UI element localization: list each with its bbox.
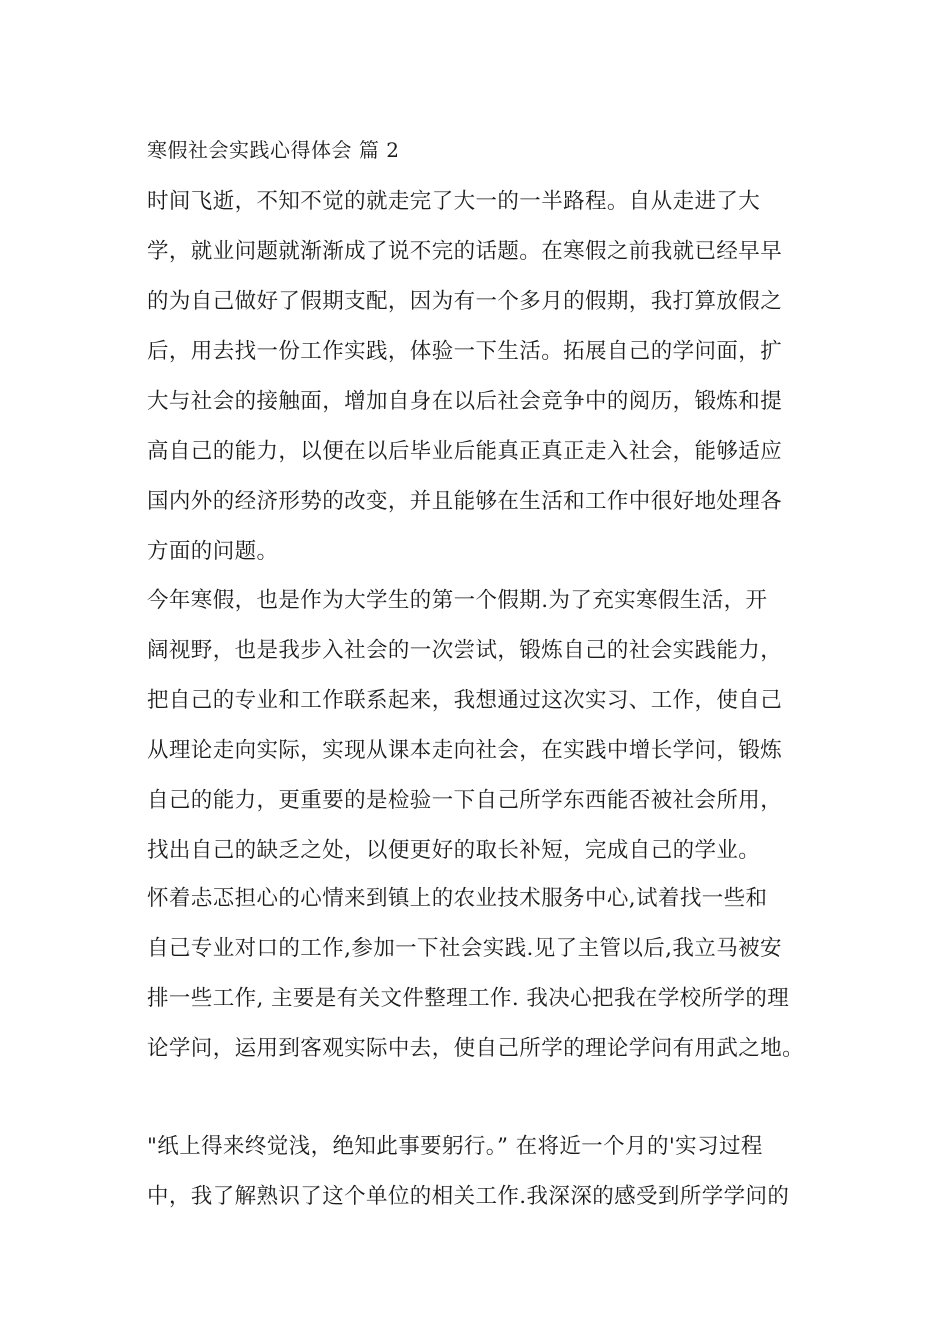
text-line: 时间飞逝，不知不觉的就走完了大一的一半路程。自从走进了大: [147, 189, 761, 214]
text-line: 中，我了解熟识了这个单位的相关工作.我深深的感受到所学学问的: [147, 1184, 790, 1209]
document-title: 寒假社会实践心得体会 篇 2: [147, 138, 400, 162]
text-line: 方面的问题。: [147, 539, 279, 564]
paragraph-3: [147, 882, 817, 1082]
text-line: 自己专业对口的工作,参加一下社会实践.见了主管以后,我立马被安: [147, 936, 782, 961]
text-line: 论学问，运用到客观实际中去，使自己所学的理论学问有用武之地。: [147, 1036, 805, 1061]
text-line: 阔视野，也是我步入社会的一次尝试，锻炼自己的社会实践能力，: [147, 638, 783, 663]
text-line: 怀着忐忑担心的心情来到镇上的农业技术服务中心,试着找一些和: [147, 886, 768, 911]
text-line: 后，用去找一份工作实践，体验一下生活。拓展自己的学问面，扩: [147, 339, 783, 364]
text-line: 的为自己做好了假期支配，因为有一个多月的假期，我打算放假之: [147, 289, 783, 314]
text-line: 今年寒假，也是作为大学生的第一个假期.为了充实寒假生活，开: [147, 588, 768, 613]
text-line: 把自己的专业和工作联系起来，我想通过这次实习、工作，使自己: [147, 688, 783, 713]
text-line: 找出自己的缺乏之处，以便更好的取长补短，完成自己的学业。: [147, 838, 761, 863]
text-line: 大与社会的接触面，增加自身在以后社会竞争中的阅历，锻炼和提: [147, 389, 783, 414]
paragraph-1: [147, 185, 817, 585]
paragraph-4: [147, 1130, 817, 1230]
text-line: 自己的能力，更重要的是检验一下自己所学东西能否被社会所用，: [147, 788, 783, 813]
text-line: "纸上得来终觉浅，绝知此事要躬行。” 在将近一个月的'实习过程: [147, 1134, 763, 1159]
paragraph-2: [147, 584, 817, 884]
text-line: 学，就业问题就渐渐成了说不完的话题。在寒假之前我就已经早早: [147, 239, 783, 264]
text-line: 高自己的能力，以便在以后毕业后能真正真正走入社会，能够适应: [147, 439, 783, 464]
text-line: 从理论走向实际，实现从课本走向社会，在实践中增长学问，锻炼: [147, 738, 783, 763]
text-line: 排一些工作, 主要是有关文件整理工作. 我决心把我在学校所学的理: [147, 986, 790, 1011]
text-line: 国内外的经济形势的改变，并且能够在生活和工作中很好地处理各: [147, 489, 783, 514]
